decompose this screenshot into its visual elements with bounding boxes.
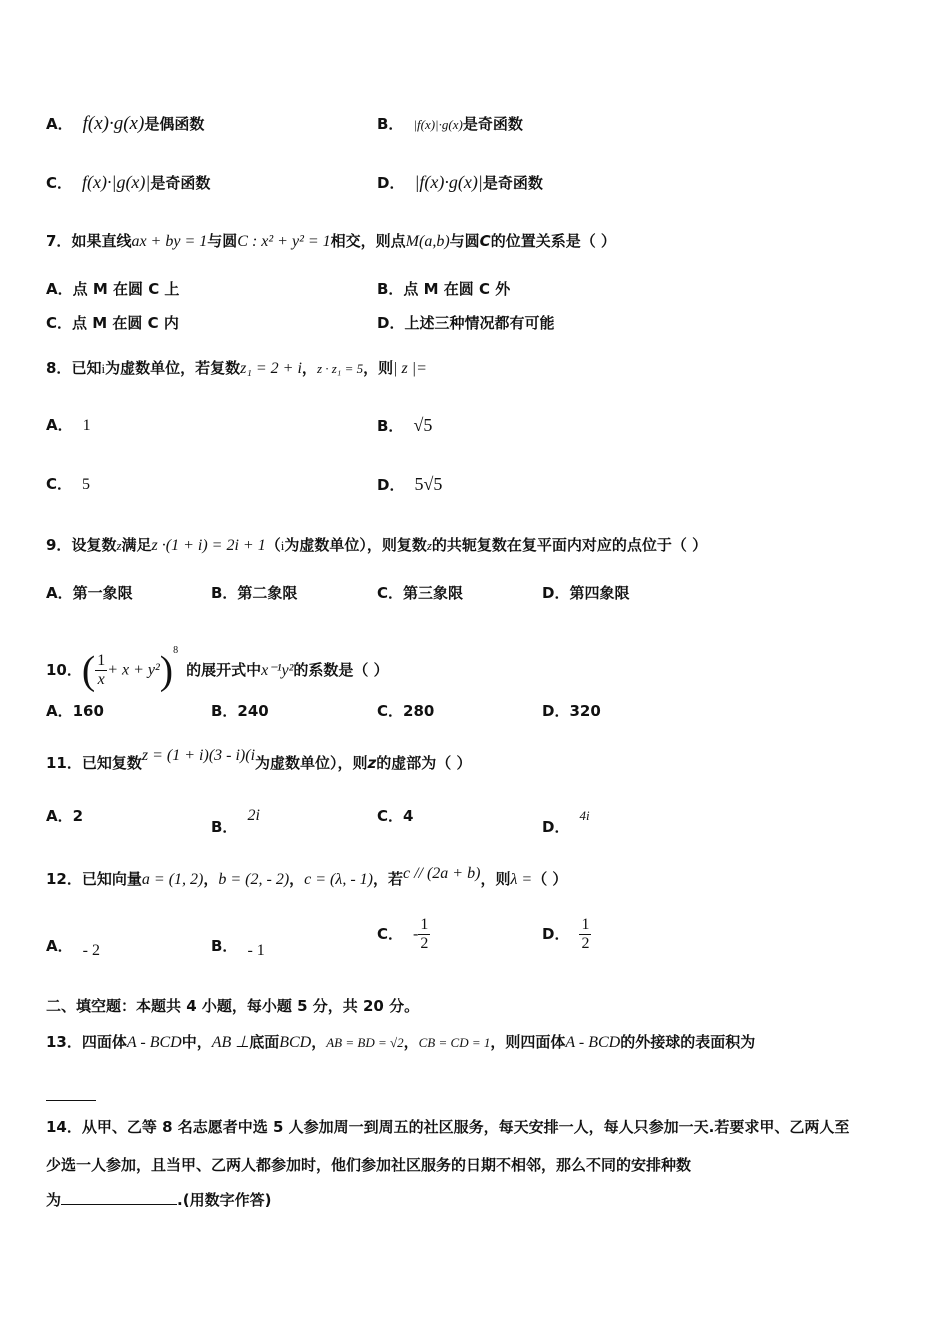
question-number: 11． bbox=[46, 754, 82, 772]
stem-text: 相交，则点 bbox=[330, 232, 406, 250]
stem-text: 的系数是（ ） bbox=[293, 661, 389, 679]
q9-option-a: A．第一象限 bbox=[46, 584, 133, 602]
formula: λ = bbox=[510, 871, 533, 888]
option-label: A． bbox=[46, 937, 73, 955]
option-label: D． bbox=[377, 476, 405, 494]
stem-text: ，若 bbox=[372, 870, 403, 888]
q12-option-b bbox=[211, 936, 265, 961]
formula: z bbox=[116, 538, 122, 553]
stem-text: 的展开式中 bbox=[186, 661, 262, 679]
stem-text: 的外接球的表面积为 bbox=[620, 1033, 756, 1051]
formula: c // (2a + b) bbox=[402, 865, 481, 882]
fraction bbox=[95, 652, 107, 689]
stem-text: 设复数 bbox=[71, 536, 117, 554]
stem-text: z bbox=[367, 754, 377, 772]
option-label: C． bbox=[377, 925, 404, 943]
fraction bbox=[418, 916, 430, 953]
option-text: 是奇函数 bbox=[462, 115, 523, 133]
q6-option-a bbox=[46, 114, 204, 134]
option-value: - 2 bbox=[82, 942, 100, 959]
section-heading: 二、填空题：本题共 4 小题，每小题 5 分，共 20 分。 bbox=[46, 997, 420, 1015]
formula: M(a,b) bbox=[405, 233, 450, 250]
q8-option-c bbox=[46, 474, 90, 495]
formula: |f(x)|·g(x) bbox=[413, 117, 463, 132]
q6-option-d bbox=[377, 172, 543, 193]
formula: a = (1, 2) bbox=[141, 871, 204, 888]
option-value: 1 bbox=[82, 417, 91, 434]
stem-text: ， bbox=[311, 1033, 327, 1051]
option-text: 是奇函数 bbox=[150, 174, 211, 192]
q8-option-b bbox=[377, 415, 432, 436]
stem-text: 满足 bbox=[121, 536, 152, 554]
stem-text: ，则 bbox=[480, 870, 511, 888]
option-text: 是偶函数 bbox=[144, 115, 205, 133]
option-value: 2i bbox=[247, 807, 260, 824]
q8-option-a bbox=[46, 415, 91, 436]
q10-option-d: D．320 bbox=[542, 702, 601, 720]
option-label: B． bbox=[377, 115, 404, 133]
option-value: √5 bbox=[413, 415, 433, 435]
exponent: 8 bbox=[173, 645, 179, 656]
question-number: 10． bbox=[46, 661, 82, 679]
option-label: B． bbox=[211, 937, 238, 955]
option-label: B． bbox=[377, 417, 404, 435]
q14-line-1: 14．从甲、乙等 8 名志愿者中选 5 人参加周一到周五的社区服务，每天安排一人，每人只参加一天.若要求甲、乙两人至 bbox=[46, 1118, 850, 1136]
fraction-denominator: 2 bbox=[420, 935, 429, 952]
stem-text: ，则 bbox=[363, 359, 394, 377]
stem-text: 与圆 bbox=[449, 232, 480, 250]
q12-stem bbox=[46, 864, 567, 890]
formula: z bbox=[426, 538, 432, 553]
stem-text: ， bbox=[403, 1033, 419, 1051]
formula: A - BCD bbox=[565, 1034, 621, 1051]
stem-text: 的位置关系是（ ） bbox=[490, 232, 616, 250]
fraction-numerator: 1 bbox=[420, 916, 429, 933]
stem-text: C bbox=[479, 232, 491, 250]
option-label: A． bbox=[46, 416, 73, 434]
stem-text: 的共轭复数在复平面内对应的点位于（ ） bbox=[431, 536, 708, 554]
q10-option-b: B．240 bbox=[211, 702, 269, 720]
formula: z = (1 + i)(3 - i)(i bbox=[141, 747, 256, 764]
formula: f(x)·|g(x)| bbox=[82, 172, 151, 192]
stem-text: 为虚数单位），则 bbox=[255, 754, 368, 772]
stem-text: 已知复数 bbox=[81, 754, 142, 772]
answer-blank[interactable] bbox=[46, 1080, 96, 1101]
stem-text: ， bbox=[289, 870, 305, 888]
paren-right: ) bbox=[159, 647, 174, 693]
q12-option-a bbox=[46, 936, 100, 961]
stem-text: 已知 bbox=[71, 359, 102, 377]
q8-stem bbox=[46, 358, 427, 379]
q7-option-a: A．点 M 在圆 C 上 bbox=[46, 280, 180, 298]
fraction-numerator: 1 bbox=[97, 652, 106, 669]
q7-option-c: C．点 M 在圆 C 内 bbox=[46, 314, 179, 332]
formula: i bbox=[101, 361, 106, 376]
stem-text: 与圆 bbox=[207, 232, 238, 250]
q6-option-b bbox=[377, 114, 523, 135]
formula: i bbox=[280, 538, 285, 553]
q11-option-d bbox=[542, 806, 590, 837]
stem-text: 中， bbox=[181, 1033, 212, 1051]
stem-text: 为 bbox=[46, 1191, 62, 1209]
option-value: 5√5 bbox=[414, 474, 443, 494]
option-sign: - bbox=[413, 925, 419, 943]
stem-text: 已知向量 bbox=[81, 870, 142, 888]
q9-option-b: B．第二象限 bbox=[211, 584, 298, 602]
stem-text: 为虚数单位），则复数 bbox=[284, 536, 427, 554]
option-value: 5 bbox=[82, 476, 91, 493]
stem-text: ， bbox=[301, 359, 317, 377]
q8-option-d bbox=[377, 474, 442, 495]
question-number: 8． bbox=[46, 359, 72, 377]
stem-text: 的虚部为（ ） bbox=[376, 754, 472, 772]
q10-option-a: A．160 bbox=[46, 702, 104, 720]
formula: x⁻¹y² bbox=[261, 662, 294, 679]
q11-option-b bbox=[211, 806, 260, 837]
option-value: 4i bbox=[579, 808, 590, 823]
q7-stem bbox=[46, 231, 616, 252]
question-number: 12． bbox=[46, 870, 82, 888]
answer-blank[interactable] bbox=[61, 1188, 177, 1205]
formula: + x + y² bbox=[107, 661, 160, 679]
stem-text: 为虚数单位，若复数 bbox=[105, 359, 241, 377]
option-label: D． bbox=[542, 925, 570, 943]
q14-line-3 bbox=[46, 1188, 271, 1210]
formula: BCD bbox=[279, 1034, 312, 1051]
stem-text: ，则四面体 bbox=[490, 1033, 566, 1051]
q7-option-b: B．点 M 在圆 C 外 bbox=[377, 280, 511, 298]
option-label: C． bbox=[46, 174, 73, 192]
question-number: 9． bbox=[46, 536, 72, 554]
fraction bbox=[579, 916, 591, 953]
stem-text: .(用数字作答) bbox=[177, 1191, 272, 1209]
q14-line-2: 少选一人参加，且当甲、乙两人都参加时，他们参加社区服务的日期不相邻，那么不同的安排种数 bbox=[46, 1156, 692, 1174]
stem-text: 底面 bbox=[249, 1033, 280, 1051]
formula: z ·(1 + i) = 2i + 1 bbox=[151, 537, 266, 554]
stem-text: 如果直线 bbox=[71, 232, 132, 250]
option-label: C． bbox=[46, 475, 73, 493]
q7-option-d: D．上述三种情况都有可能 bbox=[377, 314, 555, 332]
formula: b = (2, - 2) bbox=[218, 871, 290, 888]
q10-option-c: C．280 bbox=[377, 702, 435, 720]
q9-option-c: C．第三象限 bbox=[377, 584, 464, 602]
formula: CB = CD = 1 bbox=[418, 1035, 491, 1050]
question-number: 7． bbox=[46, 232, 72, 250]
formula: |f(x)·g(x)| bbox=[414, 172, 483, 192]
q11-option-c: C．4 bbox=[377, 807, 414, 825]
option-label: B． bbox=[211, 818, 238, 836]
q10-stem bbox=[46, 624, 389, 698]
formula: AB ⊥ bbox=[211, 1034, 250, 1051]
q11-stem bbox=[46, 746, 472, 773]
formula: f(x)·g(x) bbox=[82, 113, 145, 134]
formula: A - BCD bbox=[126, 1034, 182, 1051]
stem-text: （ ） bbox=[532, 870, 568, 888]
question-number: 13． bbox=[46, 1033, 82, 1051]
q12-option-d bbox=[542, 912, 591, 956]
q11-option-a: A．2 bbox=[46, 807, 84, 825]
formula: AB = BD = √2 bbox=[326, 1035, 404, 1050]
q12-option-c bbox=[377, 912, 430, 957]
formula: C : x² + y² = 1 bbox=[237, 233, 331, 250]
stem-text: ， bbox=[203, 870, 219, 888]
q6-option-c bbox=[46, 172, 210, 193]
option-label: D． bbox=[542, 818, 570, 836]
formula: c = (λ, - 1) bbox=[304, 871, 373, 888]
q13-stem bbox=[46, 1032, 755, 1053]
fraction-denominator: 2 bbox=[581, 935, 590, 952]
stem-text: （ bbox=[265, 536, 281, 554]
q9-stem bbox=[46, 535, 707, 556]
option-label: A． bbox=[46, 115, 73, 133]
paren-left: ( bbox=[81, 647, 96, 693]
q9-option-d: D．第四象限 bbox=[542, 584, 630, 602]
q13-answer-blank[interactable] bbox=[46, 1080, 96, 1106]
stem-text: 四面体 bbox=[81, 1033, 127, 1051]
formula: z · z₁ = 5 bbox=[316, 361, 364, 376]
option-text: 是奇函数 bbox=[482, 174, 543, 192]
formula: | z |= bbox=[393, 360, 427, 377]
formula: ax + by = 1 bbox=[131, 233, 208, 250]
option-label: D． bbox=[377, 174, 405, 192]
fraction-denominator: x bbox=[97, 671, 105, 688]
fraction-numerator: 1 bbox=[581, 916, 590, 933]
formula: z₁ = 2 + i bbox=[240, 360, 302, 377]
option-value: - 1 bbox=[247, 942, 265, 959]
